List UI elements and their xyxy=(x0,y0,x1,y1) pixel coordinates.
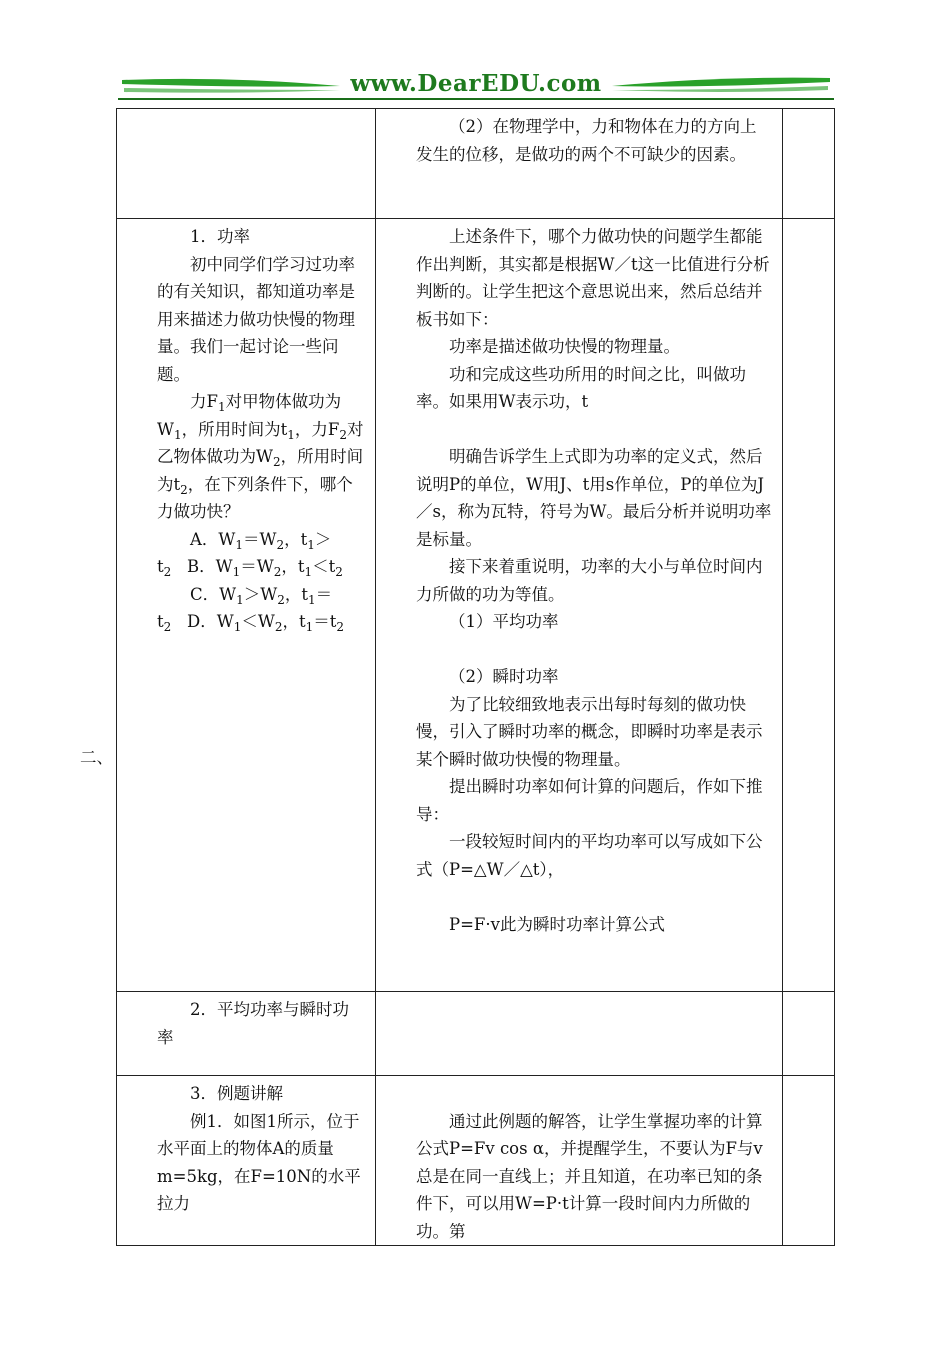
cell-c xyxy=(783,992,835,1076)
blank-line xyxy=(416,883,772,911)
paragraph: 一段较短时间内的平均功率可以写成如下公式（P=△W／△t）， xyxy=(416,832,763,879)
cell-a xyxy=(117,1076,376,1246)
site-name: www.DearEDU.com xyxy=(350,70,602,97)
paragraph: （1）平均功率 xyxy=(449,612,559,631)
cell-a xyxy=(117,992,376,1076)
cell-b xyxy=(376,1076,783,1246)
paragraph: 例1．如图1所示，位于水平面上的物体A的质量m=5kg，在F=10N的水平拉力 xyxy=(157,1111,361,1213)
subsection-title: 2．平均功率与瞬时功率 xyxy=(157,1000,349,1047)
options-ab: A．$W_1=W_2$，$t_1>t_2$ B．$W_1=W_2$，$t_1<t_2$ xyxy=(157,529,343,579)
table-row xyxy=(117,109,835,219)
paragraph: 通过此例题的解答，让学生掌握功率的计算公式P=Fv cos α，并提醒学生，不要认为F与v总是在同一直线上；并且知道，在功率已知的条件下，可以用W=P·t计算一段时间内力所做的功。第 xyxy=(416,1111,763,1241)
paragraph: 上述条件下，哪个力做功快的问题学生都能作出判断，其实都是根据W／t这一比值进行分析判断的。让学生把这个意思说出来，然后总结并板书如下： xyxy=(416,227,770,329)
paragraph: （2）在物理学中，力和物体在力的方向上发生的位移，是做功的两个不可缺少的因素。 xyxy=(416,117,757,164)
options-cd: C．$W_1>W_2$，$t_1=t_2$ D．$W_1<W_2$，$t_1=t_2$ xyxy=(157,584,345,634)
cell-a xyxy=(117,219,376,992)
site-header xyxy=(118,68,834,108)
cell-c xyxy=(783,1076,835,1246)
table-row xyxy=(117,1076,835,1246)
cell-c xyxy=(783,219,835,992)
question-paragraph: 力$F_1$对甲物体做功为$W_1$，所用时间为$t_1$，力$F_2$对乙物体做功为$W_2$，所用时间为$t_2$，在下列条件下，哪个力做功快？ xyxy=(157,392,364,521)
table-row xyxy=(117,219,835,992)
blank-line xyxy=(416,416,772,444)
paragraph: 明确告诉学生上式即为功率的定义式，然后说明P的单位，W用J、t用s作单位，P的单位为J／s，称为瓦特，符号为W。最后分析并说明功率是标量。 xyxy=(416,447,772,549)
cell-b xyxy=(376,992,783,1076)
paragraph: （2）瞬时功率 xyxy=(449,667,559,686)
paragraph: 功和完成这些功所用的时间之比，叫做功率。如果用W表示功，t xyxy=(416,364,746,411)
lesson-table xyxy=(116,108,835,1246)
cell-b xyxy=(376,219,783,992)
paragraph: 功率是描述做功快慢的物理量。 xyxy=(449,337,680,356)
paragraph: P=F·v此为瞬时功率计算公式 xyxy=(449,914,665,934)
subsection-title: 3．例题讲解 xyxy=(190,1084,283,1103)
cell-b xyxy=(376,109,783,219)
subsection-title: 1．功率 xyxy=(190,227,250,246)
blank-line xyxy=(416,1080,772,1108)
cell-a xyxy=(117,109,376,219)
section-label: 二、 xyxy=(80,748,113,767)
blank-line xyxy=(416,636,772,664)
cell-c xyxy=(783,109,835,219)
paragraph: 接下来着重说明，功率的大小与单位时间内力所做的功为等值。 xyxy=(416,557,763,604)
paragraph: 为了比较细致地表示出每时每刻的做功快慢，引入了瞬时功率的概念，即瞬时功率是表示某个瞬时做功快慢的物理量。 xyxy=(416,694,763,769)
table-row xyxy=(117,992,835,1076)
paragraph: 提出瞬时功率如何计算的问题后，作如下推导： xyxy=(416,777,763,824)
paragraph: 初中同学们学习过功率的有关知识，都知道功率是用来描述力做功快慢的物理量。我们一起讨论一些问题。 xyxy=(157,254,355,384)
